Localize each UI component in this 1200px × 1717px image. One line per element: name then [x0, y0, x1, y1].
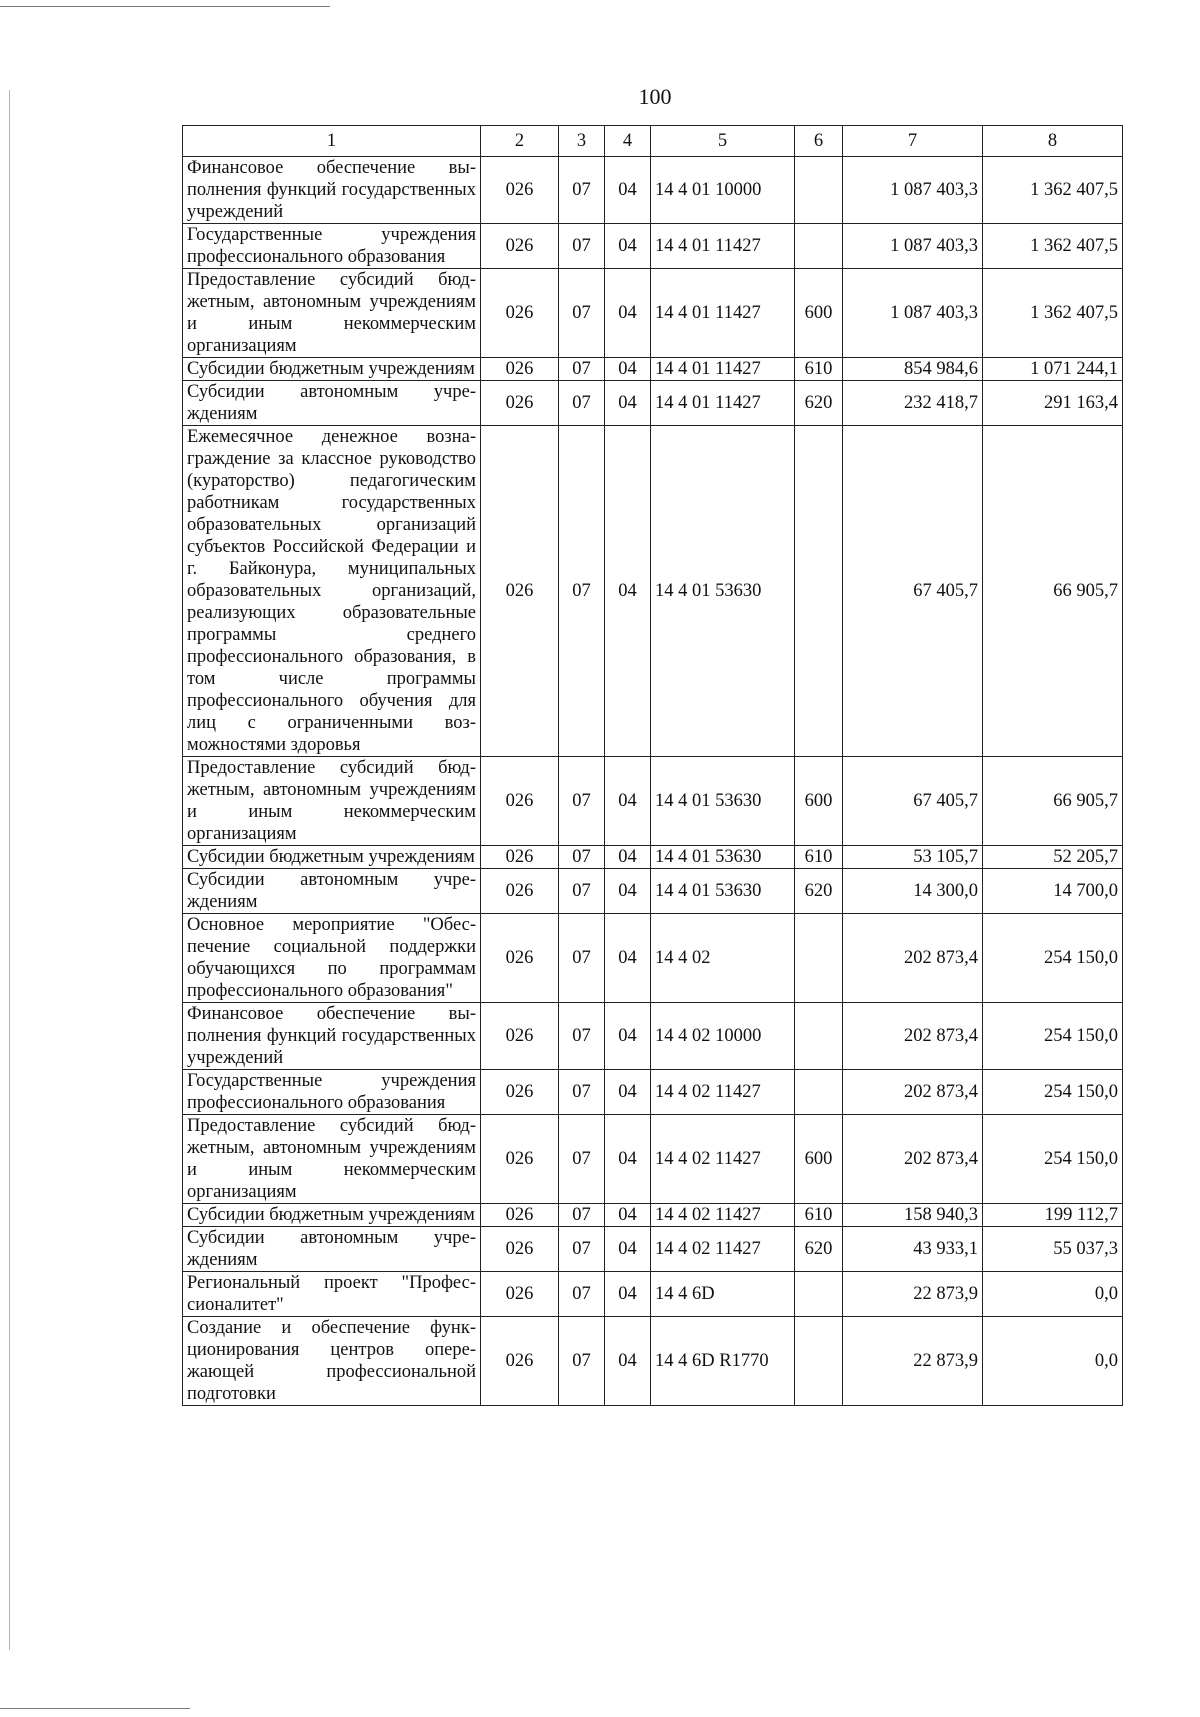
- row-name-cell: Субсидии бюджетным учреждениям: [183, 846, 481, 869]
- row-section-cell: 07: [559, 1204, 605, 1227]
- row-name-cell: Субсидии бюджетным учреждениям: [183, 358, 481, 381]
- row-amount-year2-cell: 254 150,0: [983, 1003, 1123, 1070]
- header-col-7: 7: [843, 126, 983, 157]
- row-name-cell: Предоставление субсидий бюджетным, автономным учреждениям и иным некоммерческим организациям: [183, 269, 481, 358]
- row-amount-year1-cell: 854 984,6: [843, 358, 983, 381]
- row-expense-type-cell: 610: [795, 1204, 843, 1227]
- row-target-article-cell: 14 4 02: [651, 914, 795, 1003]
- table-body: [183, 157, 1123, 1406]
- row-admin-code-cell: 026: [481, 426, 559, 757]
- row-expense-type-cell: [795, 1003, 843, 1070]
- row-section-cell: 07: [559, 1070, 605, 1115]
- row-target-article-cell: 14 4 01 11427: [651, 358, 795, 381]
- row-expense-type-cell: 600: [795, 757, 843, 846]
- row-amount-year1-cell: 43 933,1: [843, 1227, 983, 1272]
- row-name-cell: Субсидии автономным учреждениям: [183, 381, 481, 426]
- row-amount-year1-cell: 1 087 403,3: [843, 269, 983, 358]
- row-amount-year1-cell: 202 873,4: [843, 1003, 983, 1070]
- table-row: [183, 381, 1123, 426]
- row-amount-year1-cell: 202 873,4: [843, 1115, 983, 1204]
- row-target-article-cell: 14 4 6D R1770: [651, 1317, 795, 1406]
- row-amount-year1-cell: 22 873,9: [843, 1272, 983, 1317]
- header-col-8: 8: [983, 126, 1123, 157]
- row-expense-type-cell: 610: [795, 846, 843, 869]
- row-expense-type-cell: 610: [795, 358, 843, 381]
- row-admin-code-cell: 026: [481, 1115, 559, 1204]
- row-amount-year2-cell: 199 112,7: [983, 1204, 1123, 1227]
- table-row: [183, 269, 1123, 358]
- row-name-cell: Государственные учреждения профессионального образования: [183, 224, 481, 269]
- row-admin-code-cell: 026: [481, 1272, 559, 1317]
- row-subsection-cell: 04: [605, 869, 651, 914]
- row-name-cell: Региональный проект "Профессионалитет": [183, 1272, 481, 1317]
- header-col-3: 3: [559, 126, 605, 157]
- row-admin-code-cell: 026: [481, 269, 559, 358]
- row-amount-year1-cell: 202 873,4: [843, 914, 983, 1003]
- header-col-5: 5: [651, 126, 795, 157]
- row-expense-type-cell: [795, 426, 843, 757]
- row-section-cell: 07: [559, 426, 605, 757]
- row-subsection-cell: 04: [605, 269, 651, 358]
- row-subsection-cell: 04: [605, 1227, 651, 1272]
- row-subsection-cell: 04: [605, 1115, 651, 1204]
- row-amount-year2-cell: 0,0: [983, 1317, 1123, 1406]
- row-section-cell: 07: [559, 358, 605, 381]
- row-amount-year2-cell: 1 362 407,5: [983, 224, 1123, 269]
- table-row: [183, 1003, 1123, 1070]
- row-amount-year2-cell: 1 071 244,1: [983, 358, 1123, 381]
- row-amount-year2-cell: 0,0: [983, 1272, 1123, 1317]
- row-admin-code-cell: 026: [481, 1003, 559, 1070]
- row-subsection-cell: 04: [605, 157, 651, 224]
- row-subsection-cell: 04: [605, 381, 651, 426]
- row-section-cell: 07: [559, 1227, 605, 1272]
- row-section-cell: 07: [559, 1115, 605, 1204]
- row-target-article-cell: 14 4 02 11427: [651, 1227, 795, 1272]
- row-section-cell: 07: [559, 846, 605, 869]
- row-name-cell: Основное мероприятие "Обеспечение социальной поддержки обучающихся по программам профессионального образования": [183, 914, 481, 1003]
- row-target-article-cell: 14 4 01 11427: [651, 381, 795, 426]
- row-admin-code-cell: 026: [481, 757, 559, 846]
- row-name-cell: Субсидии автономным учреждениям: [183, 1227, 481, 1272]
- table-header-row: [183, 126, 1123, 157]
- row-amount-year1-cell: 1 087 403,3: [843, 224, 983, 269]
- row-name-cell: Финансовое обеспечение выполнения функций государственных учреждений: [183, 1003, 481, 1070]
- row-expense-type-cell: 620: [795, 381, 843, 426]
- scan-artifact-bottom-line: [0, 1708, 190, 1709]
- row-expense-type-cell: [795, 224, 843, 269]
- row-expense-type-cell: [795, 1272, 843, 1317]
- budget-table: [182, 125, 1123, 1406]
- row-amount-year1-cell: 202 873,4: [843, 1070, 983, 1115]
- row-amount-year1-cell: 158 940,3: [843, 1204, 983, 1227]
- row-expense-type-cell: 620: [795, 1227, 843, 1272]
- row-expense-type-cell: [795, 1070, 843, 1115]
- row-target-article-cell: 14 4 01 10000: [651, 157, 795, 224]
- row-section-cell: 07: [559, 381, 605, 426]
- row-subsection-cell: 04: [605, 1204, 651, 1227]
- table-row: [183, 846, 1123, 869]
- row-section-cell: 07: [559, 869, 605, 914]
- row-expense-type-cell: [795, 157, 843, 224]
- row-amount-year2-cell: 1 362 407,5: [983, 269, 1123, 358]
- row-section-cell: 07: [559, 1003, 605, 1070]
- row-target-article-cell: 14 4 02 11427: [651, 1115, 795, 1204]
- row-name-cell: Субсидии автономным учреждениям: [183, 869, 481, 914]
- row-expense-type-cell: 600: [795, 269, 843, 358]
- table-row: [183, 1272, 1123, 1317]
- row-admin-code-cell: 026: [481, 224, 559, 269]
- table-row: [183, 1317, 1123, 1406]
- row-target-article-cell: 14 4 01 53630: [651, 846, 795, 869]
- row-name-cell: Финансовое обеспечение выполнения функций государственных учреждений: [183, 157, 481, 224]
- row-section-cell: 07: [559, 1317, 605, 1406]
- header-col-4: 4: [605, 126, 651, 157]
- row-admin-code-cell: 026: [481, 1317, 559, 1406]
- row-subsection-cell: 04: [605, 224, 651, 269]
- table-row: [183, 1070, 1123, 1115]
- page-number: 100: [638, 84, 672, 109]
- row-admin-code-cell: 026: [481, 846, 559, 869]
- row-amount-year2-cell: 52 205,7: [983, 846, 1123, 869]
- row-section-cell: 07: [559, 269, 605, 358]
- row-admin-code-cell: 026: [481, 157, 559, 224]
- header-col-1: 1: [183, 126, 481, 157]
- row-expense-type-cell: [795, 1317, 843, 1406]
- row-section-cell: 07: [559, 757, 605, 846]
- row-amount-year2-cell: 55 037,3: [983, 1227, 1123, 1272]
- row-amount-year1-cell: 14 300,0: [843, 869, 983, 914]
- row-subsection-cell: 04: [605, 1003, 651, 1070]
- row-target-article-cell: 14 4 02 10000: [651, 1003, 795, 1070]
- row-admin-code-cell: 026: [481, 869, 559, 914]
- row-amount-year1-cell: 67 405,7: [843, 757, 983, 846]
- table-row: [183, 869, 1123, 914]
- row-subsection-cell: 04: [605, 1070, 651, 1115]
- row-section-cell: 07: [559, 224, 605, 269]
- row-admin-code-cell: 026: [481, 381, 559, 426]
- row-name-cell: Государственные учреждения профессионального образования: [183, 1070, 481, 1115]
- row-amount-year1-cell: 232 418,7: [843, 381, 983, 426]
- header-col-2: 2: [481, 126, 559, 157]
- row-amount-year2-cell: 291 163,4: [983, 381, 1123, 426]
- row-name-cell: Создание и обеспечение функционирования центров опережающей профессиональной подготовки: [183, 1317, 481, 1406]
- table-row: [183, 157, 1123, 224]
- row-target-article-cell: 14 4 6D: [651, 1272, 795, 1317]
- row-amount-year2-cell: 66 905,7: [983, 426, 1123, 757]
- row-admin-code-cell: 026: [481, 1070, 559, 1115]
- row-target-article-cell: 14 4 01 53630: [651, 869, 795, 914]
- row-expense-type-cell: [795, 914, 843, 1003]
- header-col-6: 6: [795, 126, 843, 157]
- row-expense-type-cell: 600: [795, 1115, 843, 1204]
- row-subsection-cell: 04: [605, 358, 651, 381]
- table-row: [183, 426, 1123, 757]
- row-section-cell: 07: [559, 157, 605, 224]
- row-expense-type-cell: 620: [795, 869, 843, 914]
- row-target-article-cell: 14 4 01 11427: [651, 269, 795, 358]
- row-name-cell: Субсидии бюджетным учреждениям: [183, 1204, 481, 1227]
- row-subsection-cell: 04: [605, 846, 651, 869]
- row-subsection-cell: 04: [605, 757, 651, 846]
- table-row: [183, 1115, 1123, 1204]
- row-section-cell: 07: [559, 1272, 605, 1317]
- row-amount-year2-cell: 1 362 407,5: [983, 157, 1123, 224]
- row-amount-year2-cell: 254 150,0: [983, 1115, 1123, 1204]
- row-target-article-cell: 14 4 01 53630: [651, 426, 795, 757]
- row-admin-code-cell: 026: [481, 1227, 559, 1272]
- row-amount-year2-cell: 254 150,0: [983, 1070, 1123, 1115]
- row-amount-year1-cell: 53 105,7: [843, 846, 983, 869]
- row-name-cell: Ежемесячное денежное вознаграждение за классное руководство (кураторство) педагогическим работникам государственных образовательных организаций субъектов Российской Федерации и г. Байконура, муниципальных образовательных организаций, реализующих образовательные программы среднего профессионального образования, в том числе программы профессионального обучения для лиц с ограниченными возможностями здоровья: [183, 426, 481, 757]
- scan-artifact-top-line: [0, 6, 330, 7]
- row-target-article-cell: 14 4 01 53630: [651, 757, 795, 846]
- row-amount-year2-cell: 14 700,0: [983, 869, 1123, 914]
- row-name-cell: Предоставление субсидий бюджетным, автономным учреждениям и иным некоммерческим организациям: [183, 1115, 481, 1204]
- row-target-article-cell: 14 4 02 11427: [651, 1070, 795, 1115]
- row-subsection-cell: 04: [605, 914, 651, 1003]
- scan-artifact-left-line: [9, 90, 10, 1650]
- row-name-cell: Предоставление субсидий бюджетным, автономным учреждениям и иным некоммерческим организациям: [183, 757, 481, 846]
- row-subsection-cell: 04: [605, 1272, 651, 1317]
- table-row: [183, 914, 1123, 1003]
- row-amount-year2-cell: 66 905,7: [983, 757, 1123, 846]
- row-section-cell: 07: [559, 914, 605, 1003]
- table-row: [183, 1227, 1123, 1272]
- table-row: [183, 358, 1123, 381]
- row-admin-code-cell: 026: [481, 1204, 559, 1227]
- row-admin-code-cell: 026: [481, 914, 559, 1003]
- row-target-article-cell: 14 4 02 11427: [651, 1204, 795, 1227]
- table-row: [183, 1204, 1123, 1227]
- row-amount-year1-cell: 67 405,7: [843, 426, 983, 757]
- row-amount-year1-cell: 1 087 403,3: [843, 157, 983, 224]
- table-row: [183, 224, 1123, 269]
- row-target-article-cell: 14 4 01 11427: [651, 224, 795, 269]
- row-amount-year2-cell: 254 150,0: [983, 914, 1123, 1003]
- row-amount-year1-cell: 22 873,9: [843, 1317, 983, 1406]
- row-subsection-cell: 04: [605, 1317, 651, 1406]
- row-subsection-cell: 04: [605, 426, 651, 757]
- table-row: [183, 757, 1123, 846]
- row-admin-code-cell: 026: [481, 358, 559, 381]
